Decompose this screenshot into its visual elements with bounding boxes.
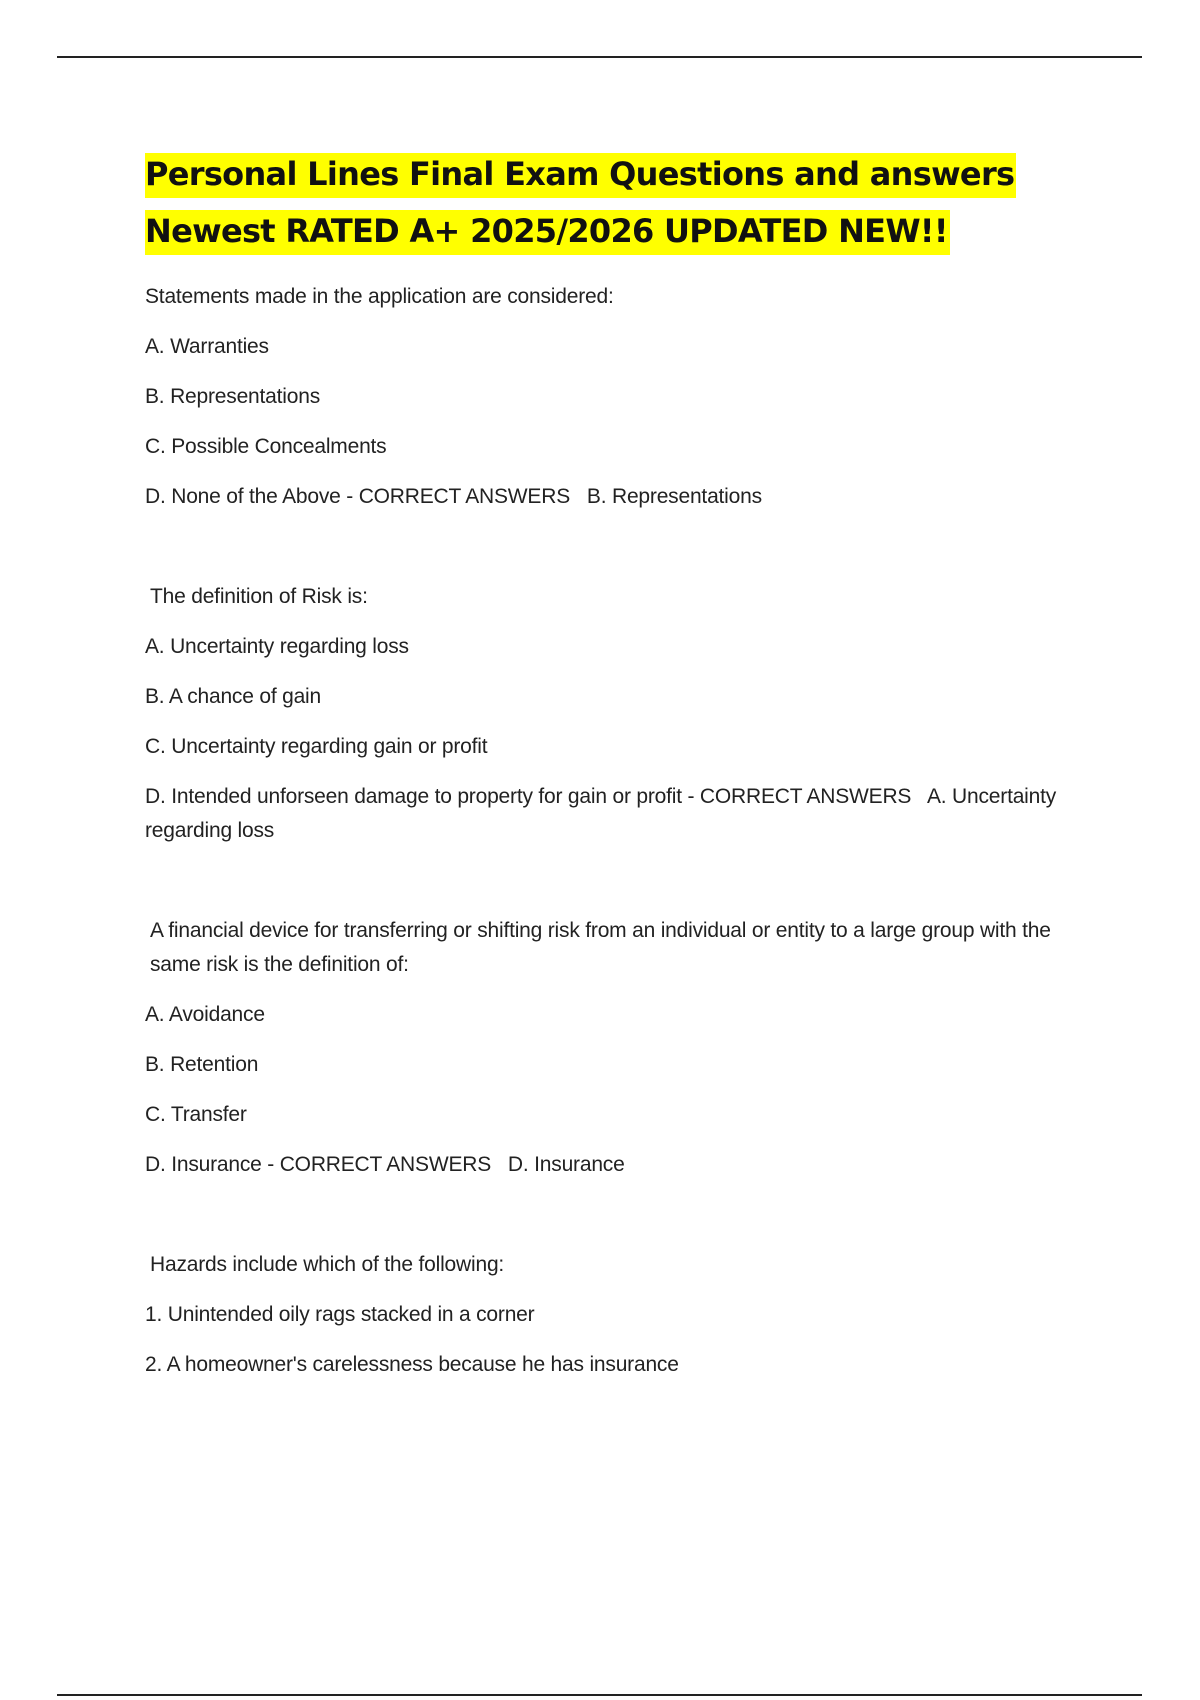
answer-option: B. A chance of gain (145, 685, 322, 708)
question-prompt: The definition of Risk is: (150, 585, 368, 608)
answer-option: 1. Unintended oily rags stacked in a corner (145, 1303, 535, 1326)
question-3 (145, 914, 1065, 1182)
title-line-1: Personal Lines Final Exam Questions and answers (145, 153, 1016, 198)
answer-option: B. Retention (145, 1053, 259, 1076)
answer-option: A. Uncertainty regarding loss (145, 635, 409, 658)
question-2 (145, 580, 1065, 848)
answer-option: A. Avoidance (145, 1003, 265, 1026)
question-prompt: Statements made in the application are considered: (145, 285, 614, 308)
question-prompt: A financial device for transferring or shifting risk from an individual or entity to a large group with the same risk is the definition of: (150, 919, 1051, 976)
answer-option-correct: D. None of the Above - CORRECT ANSWERS B. Representations (145, 485, 762, 508)
document-body (145, 146, 1065, 1382)
header-rule (57, 56, 1142, 58)
answer-option: C. Uncertainty regarding gain or profit (145, 735, 488, 758)
answer-option: 2. A homeowner's carelessness because he has insurance (145, 1353, 679, 1376)
answer-option: C. Transfer (145, 1103, 247, 1126)
answer-option: A. Warranties (145, 335, 269, 358)
question-1 (145, 280, 1065, 514)
question-prompt: Hazards include which of the following: (150, 1253, 505, 1276)
answer-option: C. Possible Concealments (145, 435, 387, 458)
footer-rule (57, 1694, 1142, 1696)
document-title (145, 146, 1065, 260)
title-line-2: Newest RATED A+ 2025/2026 UPDATED NEW!! (145, 210, 950, 255)
answer-option-correct: D. Insurance - CORRECT ANSWERS D. Insurance (145, 1153, 625, 1176)
answer-option-correct: D. Intended unforseen damage to property for gain or profit - CORRECT ANSWERS A. Uncertainty regarding loss (145, 785, 1062, 842)
answer-option: B. Representations (145, 385, 321, 408)
question-4 (145, 1248, 1065, 1382)
